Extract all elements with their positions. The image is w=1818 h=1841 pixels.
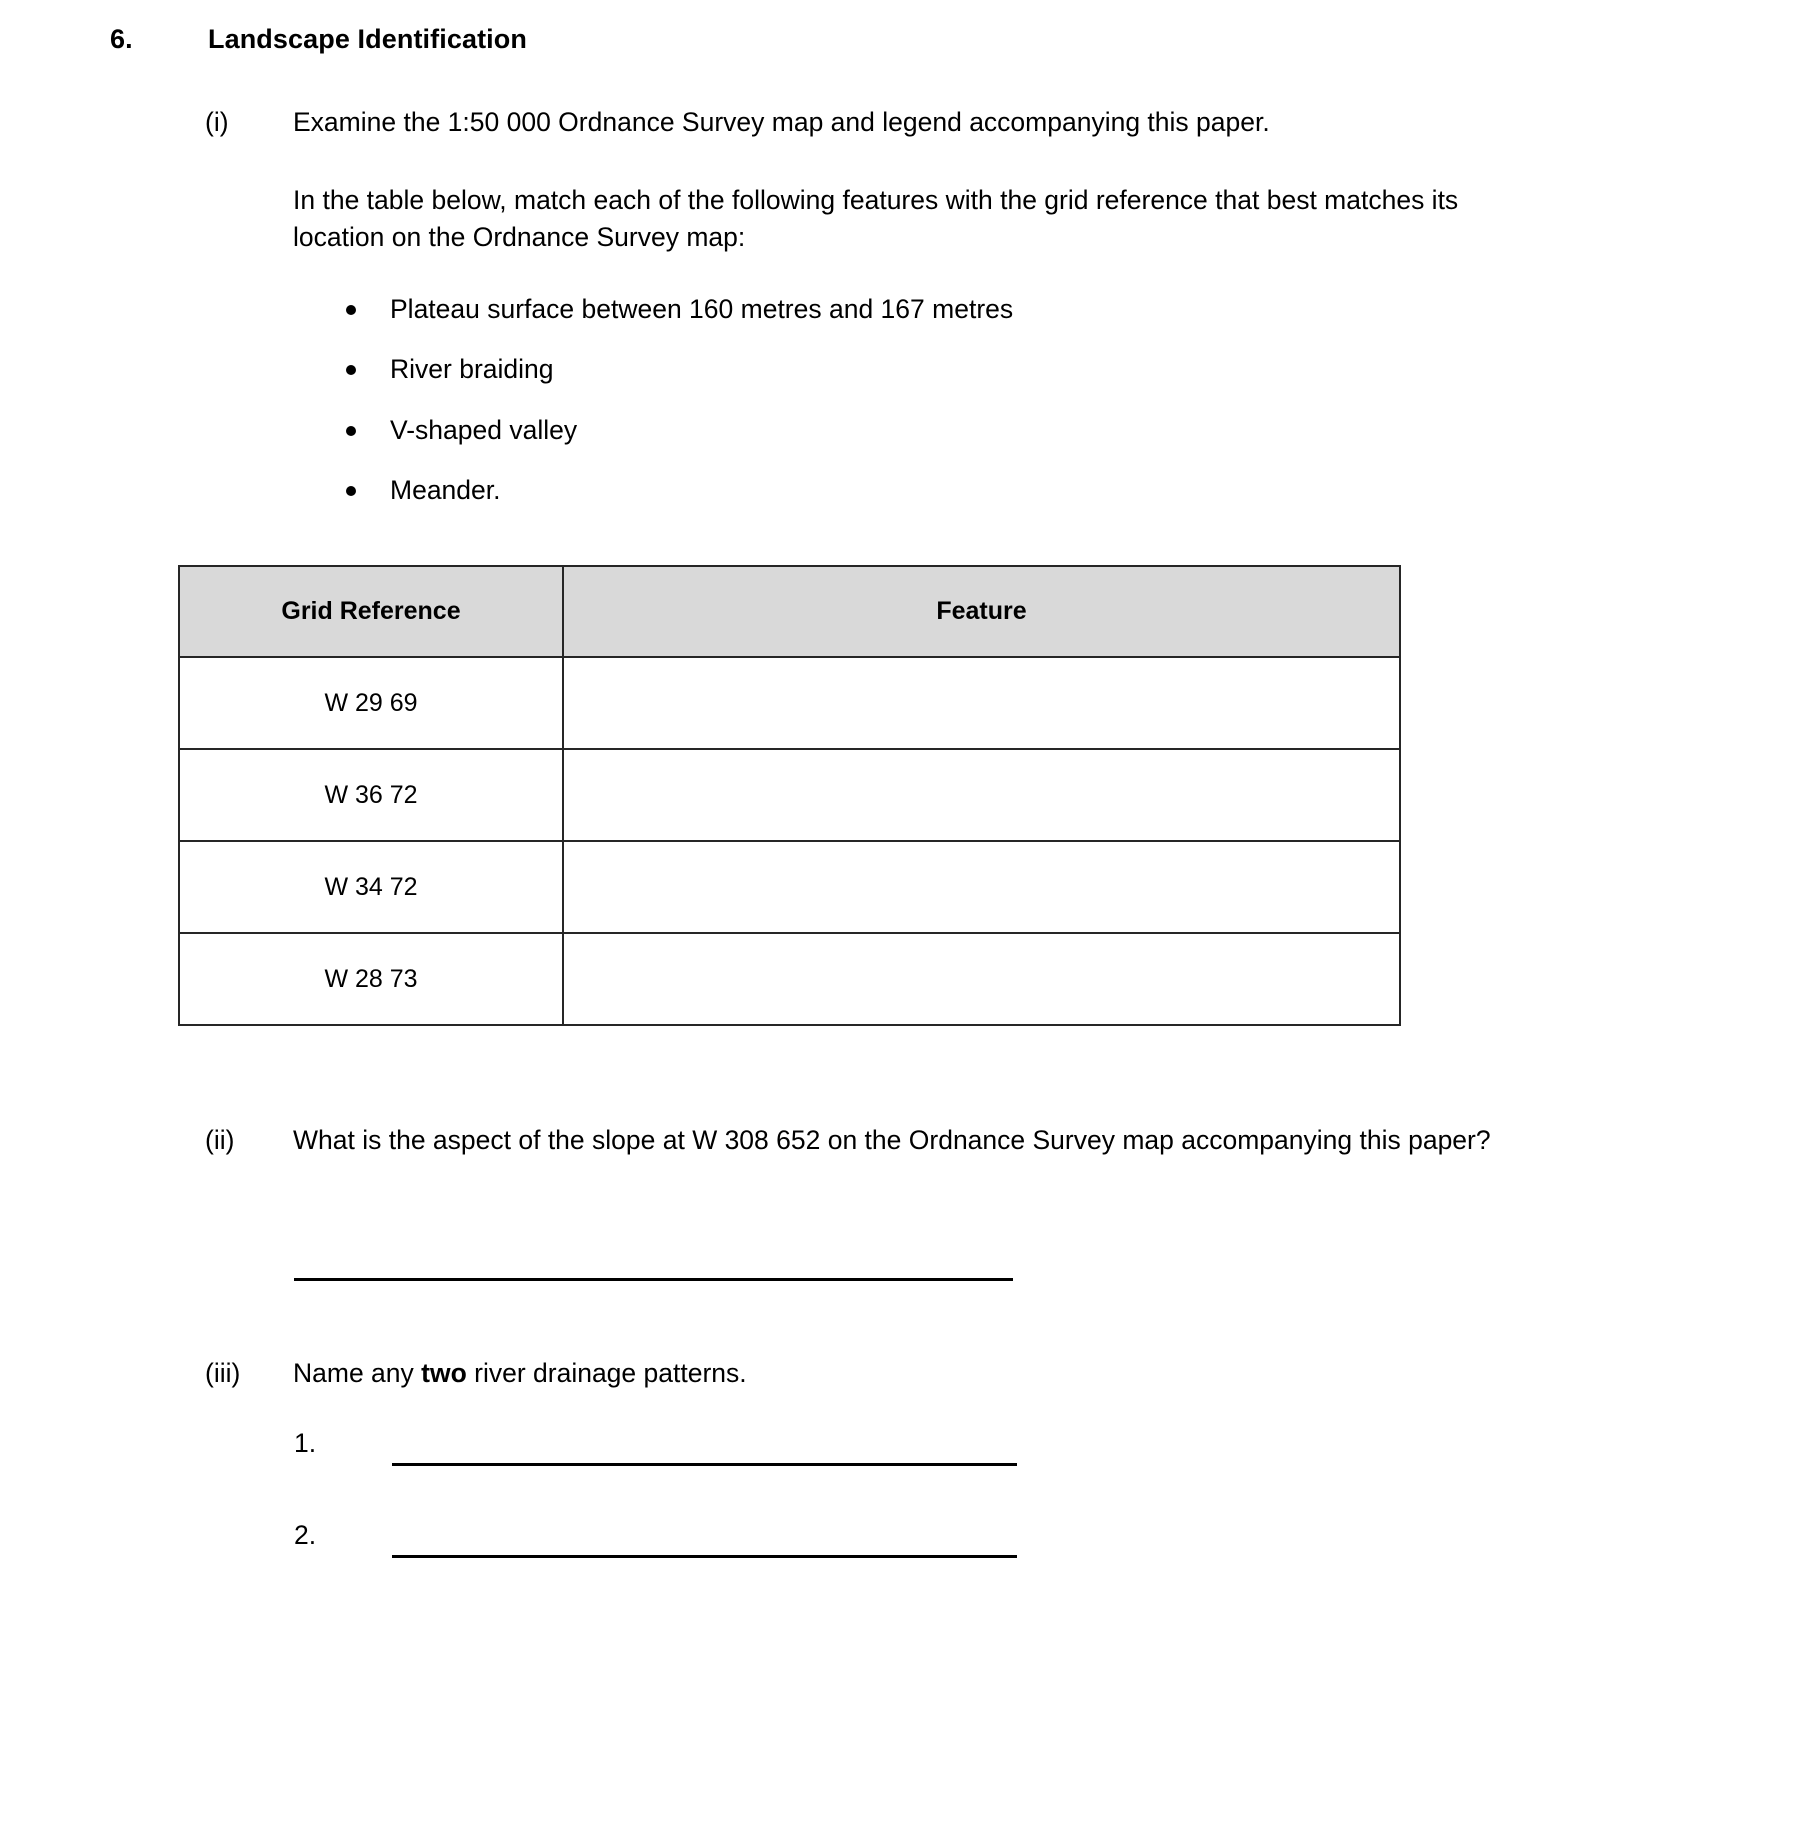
list-item <box>343 292 1393 326</box>
feature-label: River braiding <box>390 354 554 385</box>
feature-label: Meander. <box>390 475 501 506</box>
page-title <box>110 24 527 55</box>
list-item <box>343 473 1393 507</box>
part-i-paragraph-2: In the table below, match each of the following features with the grid reference that best matches its location on the Ordnance Survey map: <box>293 184 1459 253</box>
feature-list <box>343 292 1393 508</box>
cell-grid-reference: W 29 69 <box>179 657 563 749</box>
table-row <box>179 933 1400 1025</box>
part-iii-item-2-answer-line[interactable] <box>392 1555 1017 1558</box>
question-number: 6. <box>110 24 133 54</box>
bullet-dot-icon <box>346 305 356 315</box>
table-header-row <box>179 566 1400 657</box>
list-item <box>343 413 1393 447</box>
part-i-marker: (i) <box>205 107 229 137</box>
cell-grid-reference: W 28 73 <box>179 933 563 1025</box>
table-row <box>179 749 1400 841</box>
part-ii-body <box>293 1122 1505 1160</box>
part-ii-marker: (ii) <box>205 1125 235 1155</box>
part-iii-emphasis: two <box>421 1358 467 1388</box>
part-i <box>205 104 1495 257</box>
part-iii-text-after: river drainage patterns. <box>466 1358 747 1388</box>
cell-feature-answer[interactable] <box>563 657 1400 749</box>
cell-feature-answer[interactable] <box>563 841 1400 933</box>
table-body <box>179 657 1400 1025</box>
part-ii <box>205 1122 1505 1160</box>
part-iii-question-text <box>293 1355 1505 1393</box>
table-head <box>179 566 1400 657</box>
bullet-dot-icon <box>346 365 356 375</box>
bullet-dot-icon <box>346 486 356 496</box>
part-i-paragraph-1: Examine the 1:50 000 Ordnance Survey map and legend accompanying this paper. <box>293 107 1270 137</box>
part-iii-item-2-number: 2. <box>294 1520 317 1550</box>
question-title-text: Landscape Identification <box>208 24 527 54</box>
part-i-body <box>293 104 1495 257</box>
cell-grid-reference: W 34 72 <box>179 841 563 933</box>
part-iii-body <box>293 1355 1505 1393</box>
bullet-dot-icon <box>346 426 356 436</box>
part-iii-item-1-answer-line[interactable] <box>392 1463 1017 1466</box>
column-header-feature: Feature <box>563 566 1400 657</box>
part-iii-item-1-number: 1. <box>294 1428 317 1458</box>
grid-reference-table <box>178 565 1401 1026</box>
cell-grid-reference: W 36 72 <box>179 749 563 841</box>
part-iii-marker: (iii) <box>205 1358 241 1388</box>
column-header-grid-reference: Grid Reference <box>179 566 563 657</box>
part-ii-answer-line[interactable] <box>294 1278 1013 1281</box>
part-iii-text-before: Name any <box>293 1358 422 1388</box>
feature-label: V-shaped valley <box>390 414 578 445</box>
cell-feature-answer[interactable] <box>563 933 1400 1025</box>
table-row <box>179 841 1400 933</box>
part-ii-question-text: What is the aspect of the slope at W 308 652 on the Ordnance Survey map accompanying this paper? <box>293 1125 1491 1155</box>
part-iii <box>205 1355 1505 1393</box>
cell-feature-answer[interactable] <box>563 749 1400 841</box>
table-row <box>179 657 1400 749</box>
feature-label: Plateau surface between 160 metres and 167 metres <box>390 294 1014 324</box>
list-item <box>343 352 1393 386</box>
